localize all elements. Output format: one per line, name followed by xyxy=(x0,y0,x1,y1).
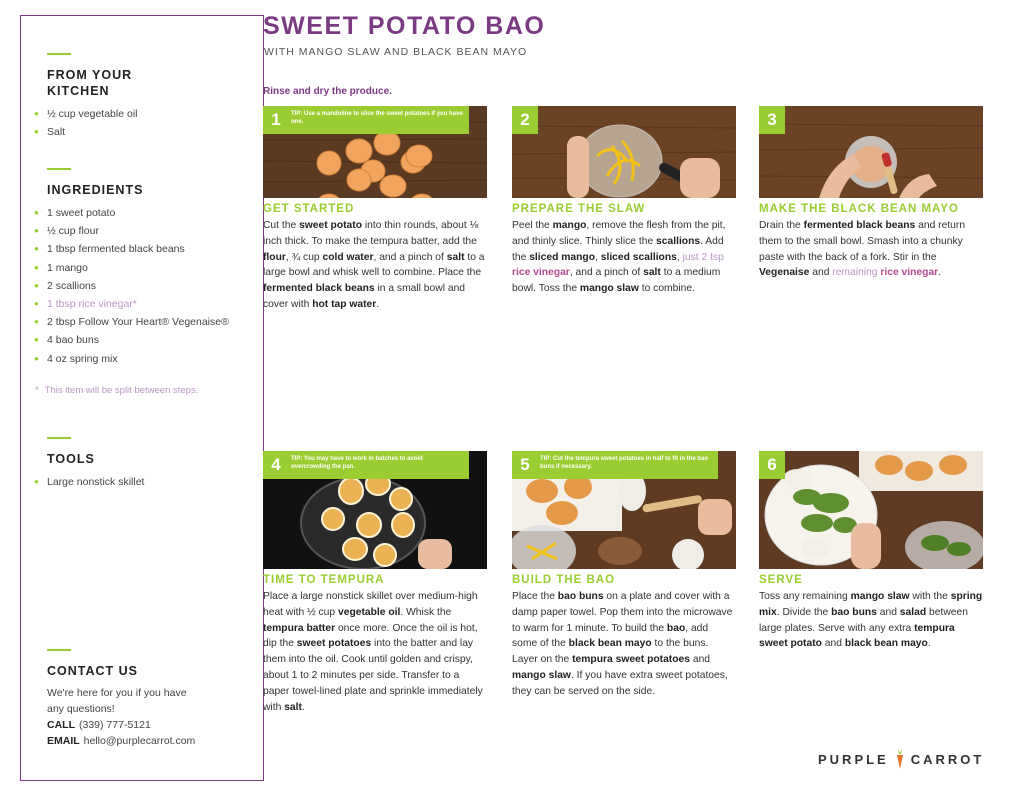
list-item xyxy=(34,277,257,295)
text-highlight: remaining xyxy=(832,267,878,279)
step-photo xyxy=(759,106,983,198)
recipe-subtitle: WITH MANGO SLAW AND BLACK BEAN MAYO xyxy=(264,46,528,58)
step-number: 3 xyxy=(767,110,777,129)
step-badge xyxy=(263,451,469,479)
text-bold: salad xyxy=(899,606,927,618)
bullet-icon: ● xyxy=(34,244,39,254)
text-bold: mango slaw xyxy=(512,669,571,681)
list-item xyxy=(34,331,257,349)
text-bold: sweet potato xyxy=(299,220,362,231)
text-bold: sliced mango xyxy=(529,251,595,263)
email-link[interactable]: hello@purplecarrot.com xyxy=(83,735,196,747)
item-text: 4 oz spring mix xyxy=(47,352,118,365)
text-run: and return them to the small bowl. Smash into a chunky paste with the back of a fork. Stir in the xyxy=(759,220,966,263)
bullet-icon: ● xyxy=(34,208,39,217)
text-bold: mango slaw xyxy=(579,283,639,295)
text-bold: fermented black beans xyxy=(263,283,375,295)
text-run: , and a pinch of xyxy=(569,267,644,279)
text-bold: black bean mayo xyxy=(844,638,928,650)
step-photo xyxy=(512,451,736,569)
list-item xyxy=(34,259,257,277)
step-instructions xyxy=(512,589,736,700)
text-run: between large plates. Serve with any extra xyxy=(759,606,968,634)
step-badge xyxy=(759,106,785,134)
split-note xyxy=(35,385,255,396)
text-bold: salt xyxy=(643,267,661,279)
contact-section xyxy=(47,649,257,749)
bullet-icon: ● xyxy=(34,317,39,327)
bullet-icon: ● xyxy=(34,335,39,345)
step-heading: TIME TO TEMPURA xyxy=(263,574,385,586)
list-item xyxy=(34,123,257,141)
text-bold: cold water xyxy=(322,251,374,263)
text-bold: salt xyxy=(446,251,465,263)
bullet-icon: ● xyxy=(34,299,39,309)
step-tip: TIP: Use a mandoline to slice the sweet potatoes if you have one. xyxy=(291,111,463,125)
contact-line: any questions! xyxy=(47,703,115,715)
list-item xyxy=(34,295,257,313)
step-heading: SERVE xyxy=(759,574,803,586)
step-tip: TIP: Cut the tempura sweet potatoes in half to fit in the bao buns if necessary. xyxy=(540,456,709,470)
step-badge xyxy=(512,451,718,479)
ingredients-sidebar xyxy=(20,15,264,781)
text-run: . Add the xyxy=(512,235,724,263)
text-run: . xyxy=(938,267,942,279)
step-6 xyxy=(759,451,983,652)
list-item xyxy=(34,204,257,222)
text-run: and xyxy=(689,654,711,666)
tools-list xyxy=(34,473,257,491)
text-bold: flour xyxy=(263,251,286,263)
email-label: EMAIL xyxy=(47,735,80,747)
note-text: This item will be split between steps. xyxy=(44,385,199,396)
bullet-icon: ● xyxy=(34,477,39,486)
text-run: on a plate and cover with a damp paper towel. Pop them into the microwave to warm for 1 minute. To build the xyxy=(512,591,733,634)
step-badge xyxy=(759,451,785,479)
text-run: to combine. xyxy=(638,283,695,295)
text-run: Peel the xyxy=(512,220,553,231)
step-4 xyxy=(263,451,487,715)
step-heading: GET STARTED xyxy=(263,203,355,215)
text-bold: bao buns xyxy=(831,606,877,618)
step-number: 2 xyxy=(520,110,530,129)
contact-line: We're here for you if you have xyxy=(47,687,187,699)
step-photo xyxy=(512,106,736,198)
text-run: once more. Once the oil is hot, dip the xyxy=(263,622,478,650)
text-bold: tempura sweet potato xyxy=(759,622,955,650)
text-highlight: rice vinegar xyxy=(880,267,939,279)
section-heading: TOOLS xyxy=(47,452,95,466)
contact-email xyxy=(47,733,257,749)
text-bold: salt xyxy=(284,701,302,713)
text-bold: scallions xyxy=(656,235,701,247)
section-rule xyxy=(47,649,71,651)
section-heading: CONTACT US xyxy=(47,664,139,678)
text-bold: tempura sweet potatoes xyxy=(572,654,690,666)
phone-link[interactable]: (339) 777-5121 xyxy=(79,719,151,731)
step-3 xyxy=(759,106,983,281)
text-run: Place the xyxy=(512,591,558,602)
step-instructions xyxy=(512,218,736,297)
item-text: 1 mango xyxy=(47,261,88,274)
text-run: and xyxy=(809,267,833,279)
bullet-icon: ● xyxy=(34,353,39,363)
step-2 xyxy=(512,106,736,297)
step-photo xyxy=(263,106,487,198)
item-text: 1 sweet potato xyxy=(47,207,116,219)
item-text: 2 scallions xyxy=(47,279,97,292)
text-run: , remove the flesh from the pit, and thinly slice. Thinly slice the xyxy=(512,220,726,247)
section-heading: INGREDIENTS xyxy=(47,183,144,197)
ingredients-list xyxy=(34,204,257,368)
step-instructions xyxy=(759,218,983,281)
text-run: , and a pinch of xyxy=(373,251,447,263)
text-run: into thin rounds, about ⅛ inch thick. To make the tempura batter, add the xyxy=(263,220,479,247)
text-run: . xyxy=(376,298,380,310)
contact-intro xyxy=(47,685,257,717)
section-rule xyxy=(47,168,71,170)
text-bold: black bean mayo xyxy=(568,638,652,650)
list-item xyxy=(34,350,257,368)
item-text: 1 tbsp rice vinegar* xyxy=(47,298,137,311)
text-run: to a medium bowl. Toss the xyxy=(512,267,721,295)
heading-line: KITCHEN xyxy=(47,84,110,98)
text-run: in a small bowl and cover with xyxy=(263,283,466,310)
step-badge xyxy=(263,106,469,134)
step-5 xyxy=(512,451,736,700)
heading-line: FROM YOUR xyxy=(47,68,133,82)
step-heading: BUILD THE BAO xyxy=(512,574,616,586)
bullet-icon: ● xyxy=(34,127,39,137)
text-bold: hot tap water xyxy=(312,298,377,310)
text-bold: Vegenaise xyxy=(759,267,810,279)
text-highlight: rice vinegar xyxy=(512,267,570,279)
section-rule xyxy=(47,437,71,439)
text-bold: spring mix xyxy=(759,591,983,618)
step-instructions xyxy=(263,218,487,313)
tools-section xyxy=(34,437,257,491)
bullet-icon: ● xyxy=(34,226,39,236)
item-text: ½ cup flour xyxy=(47,225,99,238)
step-1 xyxy=(263,106,487,313)
text-bold: bao buns xyxy=(557,591,604,602)
bullet-icon: ● xyxy=(34,280,39,290)
list-item xyxy=(34,105,257,123)
call-label: CALL xyxy=(47,719,75,731)
logo-text-right: CARROT xyxy=(910,751,985,767)
text-run: . Whisk the xyxy=(400,606,452,618)
text-bold: vegetable oil xyxy=(337,606,401,618)
text-run: . Divide the xyxy=(776,606,832,618)
section-rule xyxy=(47,53,71,55)
text-run: and xyxy=(821,638,845,650)
text-run: into the batter and lay them into the oil. Cook until golden and crispy, about 1 to 2 minutes per side. Transfer to a paper towel-lined plate and sprinkle immediately with xyxy=(263,638,483,713)
text-bold: fermented black beans xyxy=(803,220,916,231)
purple-carrot-logo xyxy=(818,749,984,769)
item-text: 4 bao buns xyxy=(47,334,99,347)
text-run: , xyxy=(595,251,601,263)
black-bean-mayo-image xyxy=(759,106,983,198)
step-heading: PREPARE THE SLAW xyxy=(512,203,646,215)
list-item xyxy=(34,240,257,258)
section-heading xyxy=(47,67,257,99)
text-run: , xyxy=(676,251,683,263)
step-photo xyxy=(759,451,983,569)
recipe-title: SWEET POTATO BAO xyxy=(263,12,546,40)
bullet-icon: ● xyxy=(34,262,39,272)
step-instructions xyxy=(759,589,983,652)
text-run: to a large bowl and whisk well to combine. Place the xyxy=(263,251,485,279)
step-heading: MAKE THE BLACK BEAN MAYO xyxy=(759,203,959,215)
text-run: Place a large nonstick skillet over medium-high heat with ½ cup xyxy=(263,591,478,618)
step-number: 4 xyxy=(271,455,281,474)
serve-plate-image xyxy=(759,451,983,569)
text-run: . xyxy=(927,638,931,650)
list-item xyxy=(34,313,257,331)
text-run: . xyxy=(301,701,305,713)
step-number: 5 xyxy=(520,455,530,474)
contact-call xyxy=(47,717,257,733)
text-bold: mango slaw xyxy=(850,591,910,602)
rinse-note: Rinse and dry the produce. xyxy=(263,86,392,97)
from-your-kitchen-section xyxy=(34,53,257,141)
kitchen-list xyxy=(34,105,257,141)
text-bold: mango xyxy=(552,220,587,231)
ingredients-section xyxy=(34,168,257,368)
text-run: Cut the xyxy=(263,220,300,231)
text-run: Toss any remaining xyxy=(759,591,851,602)
list-item xyxy=(34,222,257,240)
bullet-icon: ● xyxy=(34,109,39,118)
item-text: 1 tbsp fermented black beans xyxy=(47,243,185,256)
step-tip: TIP: You may have to work in batches to avoid overcrowding the pan. xyxy=(291,456,423,470)
step-photo xyxy=(263,451,487,569)
note-star: * xyxy=(35,385,39,396)
item-text: Salt xyxy=(47,126,66,139)
step-badge xyxy=(512,106,538,134)
text-bold: sliced scallions xyxy=(600,251,677,263)
text-bold: bao xyxy=(666,622,686,634)
text-run: . If you have extra sweet potatoes, they can be served on the side. xyxy=(512,669,728,697)
list-item xyxy=(34,473,257,491)
item-text: ½ cup vegetable oil xyxy=(47,108,138,120)
logo-text-left: PURPLE xyxy=(818,751,889,767)
text-highlight: just 2 tsp xyxy=(682,251,724,263)
text-run: Drain the xyxy=(759,220,804,231)
step-number: 6 xyxy=(767,455,777,474)
text-run: to the buns. Layer on the xyxy=(512,638,709,666)
carrot-icon xyxy=(895,749,905,769)
text-bold: tempura batter xyxy=(263,622,336,634)
item-text: 2 tbsp Follow Your Heart® Vegenaise® xyxy=(47,316,229,329)
step-number: 1 xyxy=(271,110,281,129)
text-run: , add some of the xyxy=(512,622,709,650)
mango-slaw-bowl-image xyxy=(512,106,736,198)
step-instructions xyxy=(263,589,487,715)
item-text: Large nonstick skillet xyxy=(47,476,145,488)
text-bold: sweet potatoes xyxy=(296,638,372,650)
text-run: , ¾ cup xyxy=(285,251,323,263)
text-run: and xyxy=(876,606,900,618)
text-run: with the xyxy=(909,591,951,602)
